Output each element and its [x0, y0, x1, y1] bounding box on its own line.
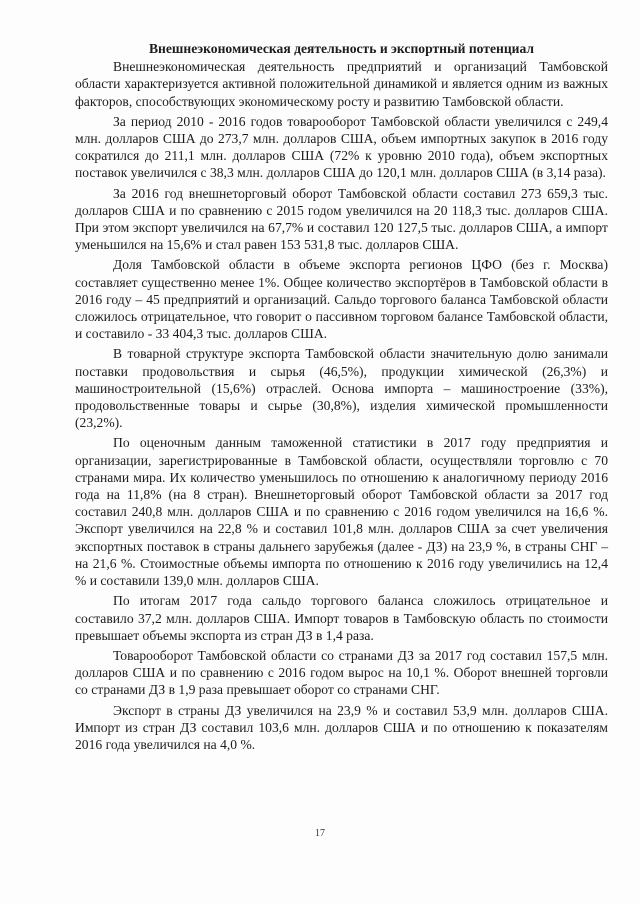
- paragraph-intro: Внешнеэкономическая деятельность предприятий и организаций Тамбовской области характеризуется активной положительной динамикой и является одним из важных факторов, способствующих экономическому росту и развитию Тамбовской области.: [75, 59, 608, 109]
- paragraph-trade-2010-2016: За период 2010 - 2016 годов товарооборот Тамбовской области увеличился с 249,4 млн. долларов США до 273,7 млн. долларов США, объем импортных закупок в 2016 году сократился до 211,1 млн. долларов США (72% к уровню 2010 года), объем экспортных поставок увеличился с 38,3 млн. долларов США до 120,1 млн. долларов США (в 3,14 раза).: [75, 113, 608, 181]
- page-number: 17: [315, 828, 325, 839]
- page-content: [75, 40, 608, 756]
- paragraph-far-abroad-turnover: Товарооборот Тамбовской области со странами ДЗ за 2017 год составил 157,5 млн. долларов США и по сравнению с 2016 годом вырос на 10,1 %. Оборот внешней торговли со странами ДЗ в 1,9 раза превышает оборот со странами СНГ.: [75, 647, 608, 698]
- section-title: Внешнеэкономическая деятельность и экспортный потенциал: [148, 41, 535, 56]
- paragraph-customs-2017: По оценочным данным таможенной статистики в 2017 году предприятия и организации, зарегистрированные в Тамбовской области, осуществляли торговлю с 70 странами мира. Их количество уменьшилось по отношению к аналогичному периоду 2016 года на 11,8% (на 8 стран). Внешнеторговый оборот Тамбовской области за 2017 год составил 240,8 млн. долларов США и по сравнению с 2016 годом увеличился на 16,6 %. Экспорт увеличился на 22,8 % и составил 101,8 млн. долларов США за счет увеличения экспортных поставок в страны дальнего зарубежья (далее - ДЗ) на 23,9 %, в страны СНГ – на 21,6 %. Стоимостные объемы импорта по отношению к 2016 году увеличились на 12,4 % и составили 139,0 млн. долларов США.: [75, 435, 608, 589]
- paragraph-export-share: Доля Тамбовской области в объеме экспорта регионов ЦФО (без г. Москва) составляет существенно менее 1%. Общее количество экспортёров в Тамбовской области в 2016 году – 45 предприятий и организаций. Сальдо торгового баланса Тамбовской области сложилось отрицательное, что говорит о пассивном торговом балансе Тамбовской области, и составило - 33 404,3 тыс. долларов США.: [75, 257, 608, 342]
- paragraph-trade-2016: За 2016 год внешнеторговый оборот Тамбовской области составил 273 659,3 тыс. долларов США и по сравнению с 2015 годом увеличился на 20 118,3 тыс. долларов США. При этом экспорт увеличился на 67,7% и составил 120 127,5 тыс. долларов США, а импорт уменьшился на 15,6% и стал равен 153 531,8 тыс. долларов США.: [75, 185, 608, 253]
- paragraph-far-abroad-export: Экспорт в страны ДЗ увеличился на 23,9 % и составил 53,9 млн. долларов США. Импорт из стран ДЗ составил 103,6 млн. долларов США и по отношению к показателям 2016 года увеличился на 4,0 %.: [75, 702, 608, 752]
- paragraph-commodity-structure: В товарной структуре экспорта Тамбовской области значительную долю занимали поставки продовольствия и сырья (46,5%), продукции химической (26,3%) и машиностроительной (15,6%) отраслей. Основа импорта – машиностроение (33%), продовольственные товары и сырье (30,8%), изделия химической промышленности (23,2%).: [75, 346, 608, 431]
- paragraph-balance-2017: По итогам 2017 года сальдо торгового баланса сложилось отрицательное и составило 37,2 млн. долларов США. Импорт товаров в Тамбовскую область по стоимости превышает объемы экспорта из стран ДЗ в 1,4 раза.: [75, 593, 608, 643]
